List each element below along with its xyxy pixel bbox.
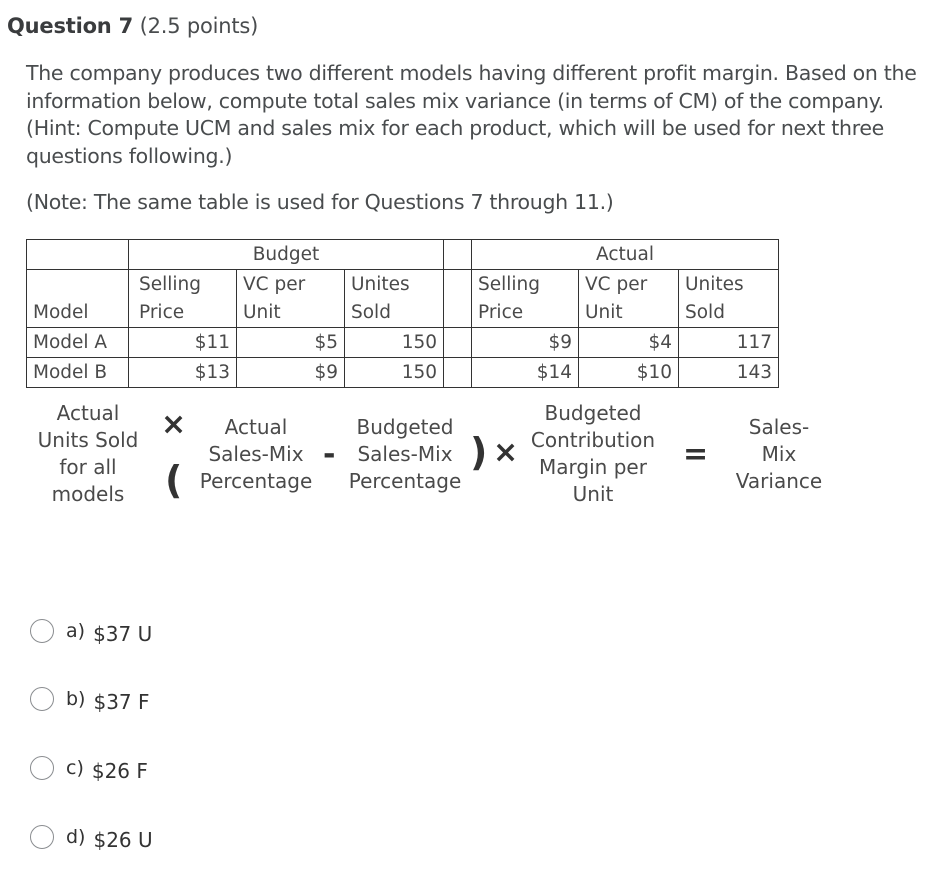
formula-text: Contribution [530, 428, 656, 452]
times-symbol: × [161, 407, 187, 442]
formula-text: Margin per [539, 455, 647, 479]
table-cell [27, 240, 129, 270]
formula-text: Budgeted [544, 401, 642, 425]
col-header: Sold [345, 299, 444, 328]
option-letter: d) [66, 826, 86, 848]
budget-header: Budget [129, 240, 444, 270]
option-a[interactable] [30, 616, 152, 646]
budget-vc: $5 [237, 328, 345, 358]
table-cell [444, 240, 472, 270]
formula-text: for all [59, 455, 117, 479]
formula-text: Actual [224, 415, 288, 439]
table-cell [444, 358, 472, 388]
budget-vc: $9 [237, 358, 345, 388]
table-cell [444, 270, 472, 328]
col-header: Price [129, 299, 237, 328]
table-subheader-row [27, 299, 779, 328]
col-header: Price [472, 299, 579, 328]
table-row [27, 328, 779, 358]
formula-text: models [51, 482, 125, 506]
budget-price: $13 [129, 358, 237, 388]
formula-text: Sales-Mix [357, 442, 453, 466]
question-note: (Note: The same table is used for Questions 7 through 11.) [26, 190, 614, 214]
close-paren: ) [470, 430, 488, 474]
actual-price: $9 [472, 328, 579, 358]
formula-budgeted-cm [520, 400, 666, 508]
budget-price: $11 [129, 328, 237, 358]
radio-button[interactable] [30, 825, 54, 849]
col-header: Unit [579, 299, 679, 328]
table-row [27, 358, 779, 388]
col-header: VC per [579, 270, 679, 300]
option-b[interactable] [30, 684, 150, 714]
table-header-row [27, 240, 779, 270]
option-letter: a) [66, 620, 86, 642]
col-header: Selling [472, 270, 579, 300]
open-paren: ( [165, 458, 183, 502]
col-header: Unites [679, 270, 779, 300]
question-number: Question 7 [7, 14, 134, 38]
question-body: The company produces two different models having different profit margin. Based on the information below, compute total sales mix variance (in terms of CM) of the company. (Hint: Compute UCM and sales mix for each product, which will be used for next three questions following.) [26, 61, 917, 168]
formula-text: Variance [735, 469, 823, 493]
col-header-model: Model [27, 299, 129, 328]
budget-units: 150 [345, 358, 444, 388]
formula-result [728, 414, 830, 495]
option-letter: c) [66, 757, 84, 779]
times-symbol: × [493, 435, 519, 470]
actual-header: Actual [472, 240, 779, 270]
col-header: Unit [237, 299, 345, 328]
table-cell [444, 328, 472, 358]
formula-text: Sales-Mix [208, 442, 304, 466]
option-text: $26 F [91, 759, 148, 783]
formula-text: Sales- [748, 415, 810, 439]
col-header: VC per [237, 270, 345, 300]
actual-vc: $10 [579, 358, 679, 388]
actual-units: 143 [679, 358, 779, 388]
question-points: (2.5 points) [139, 14, 259, 38]
col-header: Sold [679, 299, 779, 328]
formula-text: Mix [761, 442, 797, 466]
formula-text: Actual [56, 401, 120, 425]
option-letter: b) [66, 688, 86, 710]
formula-actual-units [28, 400, 148, 508]
option-text: $37 F [93, 690, 150, 714]
equals-symbol: = [683, 437, 709, 472]
option-d[interactable] [30, 822, 153, 852]
actual-units: 117 [679, 328, 779, 358]
radio-button[interactable] [30, 687, 54, 711]
formula-text: Percentage [348, 469, 462, 493]
formula-actual-mix [195, 414, 317, 495]
actual-price: $14 [472, 358, 579, 388]
table-subheader-row [27, 270, 779, 300]
question-title [7, 14, 258, 38]
radio-button[interactable] [30, 756, 54, 780]
option-text: $37 U [93, 622, 153, 646]
row-model: Model A [27, 328, 129, 358]
formula-budgeted-mix [344, 414, 466, 495]
formula-text: Percentage [199, 469, 313, 493]
actual-vc: $4 [579, 328, 679, 358]
col-header: Selling [129, 270, 237, 300]
option-text: $26 U [93, 828, 153, 852]
col-header: Unites [345, 270, 444, 300]
formula-text: Unit [572, 482, 614, 506]
option-c[interactable] [30, 753, 148, 783]
formula-text: Units Sold [37, 428, 139, 452]
row-model: Model B [27, 358, 129, 388]
data-table [26, 239, 779, 388]
radio-button[interactable] [30, 619, 54, 643]
minus-symbol: - [323, 437, 336, 472]
formula-text: Budgeted [356, 415, 454, 439]
budget-units: 150 [345, 328, 444, 358]
table-cell [27, 270, 129, 300]
